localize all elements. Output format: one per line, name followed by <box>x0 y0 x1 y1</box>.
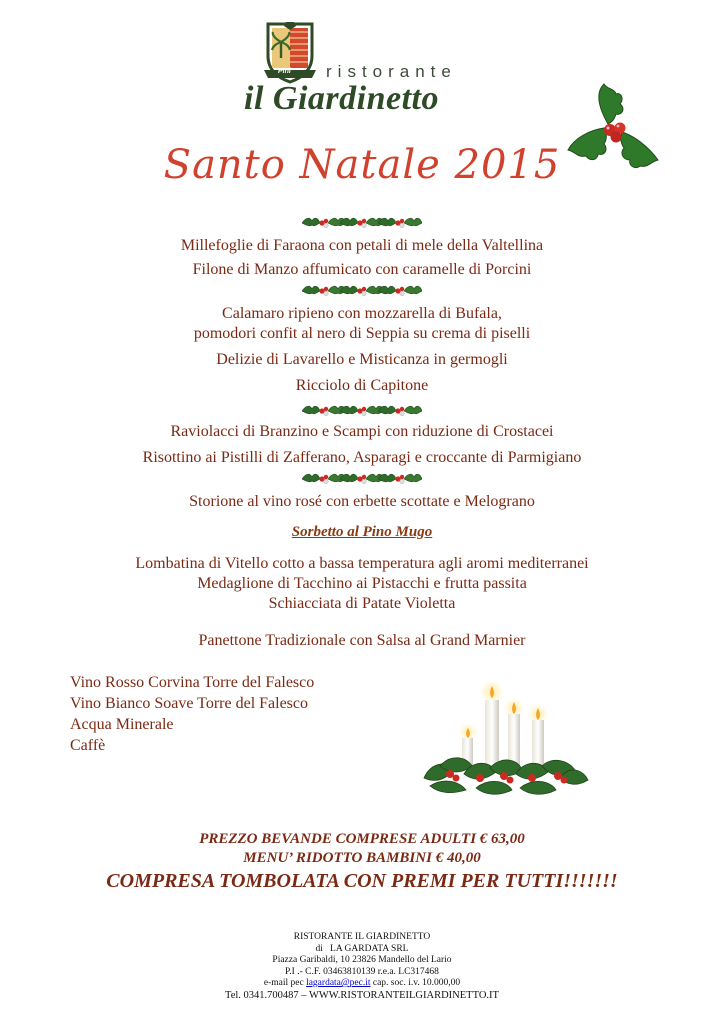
menu-item: Risottino ai Pistilli di Zafferano, Asparagi e croccante di Parmigiano <box>142 449 582 466</box>
company-footer <box>0 932 724 1001</box>
holly-divider-icon <box>302 470 422 486</box>
drink-item: Caffè <box>70 737 106 754</box>
children-price: MENU’ RIDOTTO BAMBINI € 40,00 <box>243 850 481 866</box>
holly-divider-icon <box>302 402 422 418</box>
menu-item: Raviolacci di Branzino e Scampi con riduzione di Crostacei <box>170 423 554 440</box>
logo-brand-name: il Giardinetto <box>244 80 439 117</box>
email-link[interactable]: lagardata@pec.it <box>306 978 371 988</box>
drink-item: Acqua Minerale <box>70 716 174 733</box>
menu-item-dessert: Panettone Tradizionale con Salsa al Grand Marnier <box>198 632 526 649</box>
footer-owner: di LA GARDATA SRL <box>315 943 409 954</box>
menu-item: Delizie di Lavarello e Misticanza in germogli <box>216 351 508 368</box>
menu-item: Calamaro ripieno con mozzarella di Bufala, <box>222 305 502 322</box>
footer-email-prefix: e-mail pec <box>263 978 307 988</box>
menu-item: Millefoglie di Faraona con petali di mele della Valtellina <box>180 237 544 254</box>
restaurant-logo <box>240 18 490 118</box>
footer-email-line <box>0 978 724 990</box>
logo-subtitle: ristorante <box>326 62 457 81</box>
holly-divider-icon <box>302 214 422 230</box>
footer-address: Piazza Garibaldi, 10 23826 Mandello del Lario <box>272 955 452 965</box>
adult-price: PREZZO BEVANDE COMPRESE ADULTI € 63,00 <box>199 831 525 847</box>
holly-divider-icon <box>302 282 422 298</box>
logo-banner-text: Pini <box>278 68 291 75</box>
drink-item: Vino Rosso Corvina Torre del Falesco <box>70 674 315 691</box>
menu-item: Ricciolo di Capitone <box>295 377 429 394</box>
page-title: Santo Natale 2015 <box>163 142 561 188</box>
menu-item: Storione al vino rosé con erbette scottate e Melograno <box>189 493 535 510</box>
tombola-notice: COMPRESA TOMBOLATA CON PREMI PER TUTTI!!!!!!! <box>106 870 618 892</box>
menu-item: Schiacciata di Patate Violetta <box>268 595 456 612</box>
menu-item: Medaglione di Tacchino ai Pistacchi e frutta passita <box>197 575 527 592</box>
candles-icon <box>420 682 590 797</box>
menu-item: pomodori confit al nero di Seppia su crema di piselli <box>193 325 531 342</box>
christmas-menu <box>0 214 724 651</box>
drink-item: Vino Bianco Soave Torre del Falesco <box>70 695 309 712</box>
footer-company: RISTORANTE IL GIARDINETTO <box>293 932 431 942</box>
footer-vat: P.I .- C.F. 03463810139 r.e.a. LC317468 <box>285 966 439 977</box>
footer-email-suffix: cap. soc. i.v. 10.000,00 <box>370 978 461 988</box>
menu-item: Lombatina di Vitello cotto a bassa temperatura agli aromi mediterranei <box>135 555 589 572</box>
menu-item: Filone di Manzo affumicato con caramelle di Porcini <box>192 261 532 278</box>
drinks-list <box>70 672 314 756</box>
price-section <box>0 830 724 894</box>
footer-phone-website: Tel. 0341.700487 – WWW.RISTORANTEILGIARDINETTO.IT <box>225 989 499 1001</box>
sorbet-course: Sorbetto al Pino Mugo <box>291 524 433 540</box>
